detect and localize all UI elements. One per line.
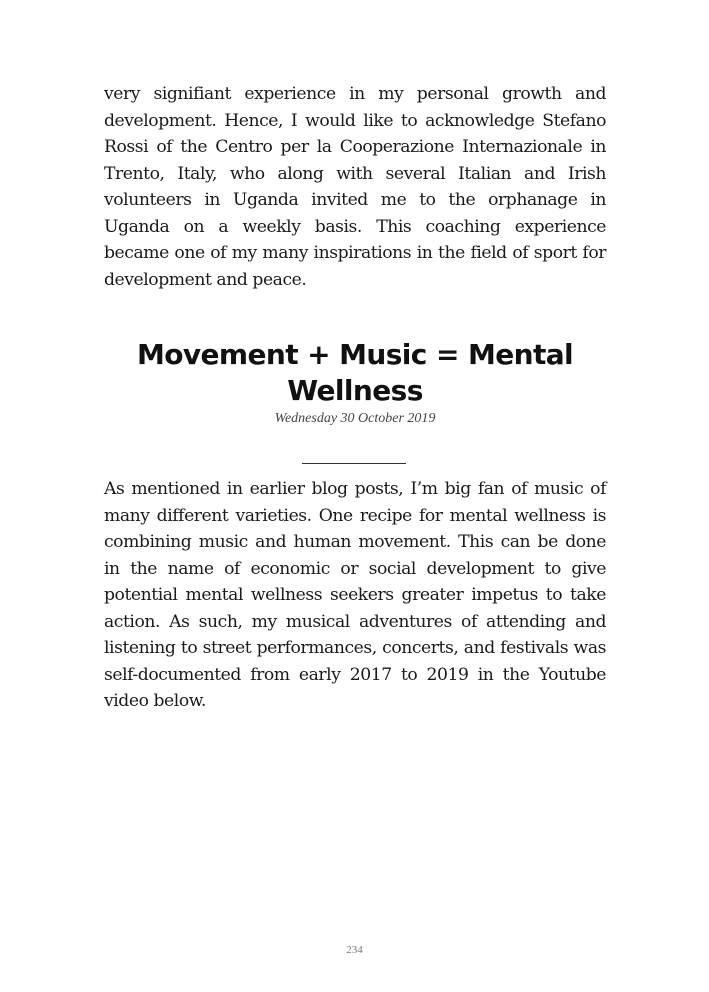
title-separator-line <box>302 463 406 464</box>
intro-paragraph: very signifiant experience in my personal growth and development. Hence, I would like to acknowledge Stefano Rossi of the Centro per la Cooperazione Internazionale in Trento, Italy, who along with several Italian and Irish volunteers in Uganda invited me to the orphanage in Uganda on a weekly basis. This coaching experience became one of my many inspirations in the field of sport for development and peace. <box>104 84 606 290</box>
page-number: 234 <box>346 944 363 956</box>
post-date: Wednesday 30 October 2019 <box>274 411 436 426</box>
post-title: Movement + Music = Mental Wellness <box>136 338 574 407</box>
post-body-paragraph: As mentioned in earlier blog posts, I’m big fan of music of many different varieties. One recipe for mental wellness is combining music and human movement. This can be done in the name of economic or social development to give potential mental wellness seekers greater impetus to take action. As such, my musical adventures of attending and listening to street performances, concerts, and festivals was self-documented from early 2017 to 2019 in the Youtube video below. <box>104 479 606 711</box>
